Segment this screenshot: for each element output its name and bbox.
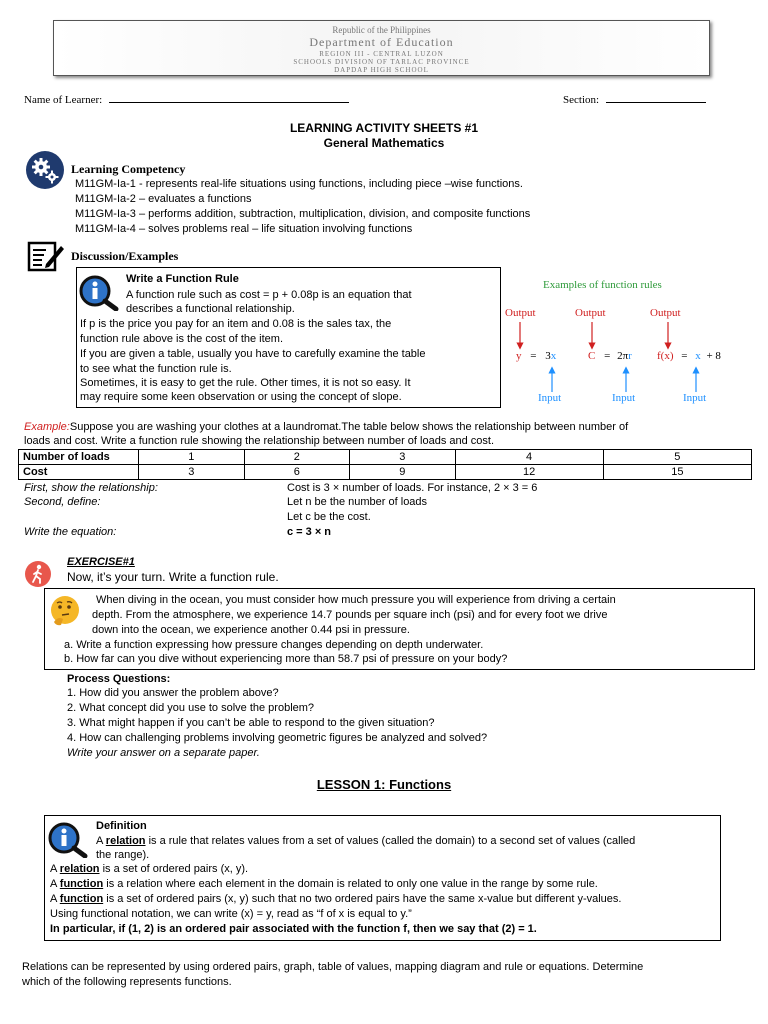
exercise-intro: Now, it’s your turn. Write a function rule. [67,570,279,584]
header-line-4: SCHOOLS DIVISION OF TARLAC PROVINCE [293,58,470,66]
table-cell: 4 [455,450,603,465]
eq3-rest: + 8 [706,350,721,362]
loads-cost-table [18,449,752,480]
step-text: Let n be the number of loads [287,496,428,508]
eq3-equals: = [681,350,688,362]
eq1-equals: = [530,350,537,362]
step-text: c = 3 × n [287,526,332,538]
table-cell: 3 [139,465,245,480]
table-cell: 3 [350,450,456,465]
table-row [19,465,752,480]
definition-relation [96,834,716,849]
table-cell: 6 [244,465,350,480]
header-line-1: Republic of the Philippines [332,25,431,35]
definition-heading: Definition [96,820,147,832]
exercise-heading: EXERCISE#1 [67,556,135,568]
header-line-2: Department of Education [309,35,454,49]
step-text: Cost is 3 × number of loads. For instance, 2 × 3 = 6 [287,482,538,494]
function-term: function [59,878,104,890]
discussion-heading: Discussion/Examples [71,249,179,263]
eq1-coef: 3 [545,350,551,362]
def-text: is a set of ordered pairs (x, y). [99,863,249,875]
eq1-output: y [516,350,522,362]
def-text: is a rule that relates values from a set of values (called the domain) to a second set of values (called [145,835,636,847]
gears-icon [25,150,65,190]
eq1-input: x [550,350,557,362]
box-line: A function rule such as cost = p + 0.08p is an equation that [126,289,412,301]
eq2-coef: 2π [617,350,629,362]
lesson-title: LESSON 1: Functions [316,777,452,792]
exercise-line: down into the ocean, we experience another 0.44 psi in pressure. [92,624,410,636]
eq2-output: C [588,350,596,362]
exercise-task: a. Write a function expressing how pressure changes depending on depth underwater. [64,639,484,651]
name-label: Name of Learner: [24,94,103,106]
step-text: Let c be the cost. [287,511,371,523]
exercise-line: depth. From the atmosphere, we experience 14.7 pounds per square inch (psi) and for every foot we drive [92,609,608,621]
subject-title: General Mathematics [323,136,445,150]
function-rule-title: Write a Function Rule [126,273,239,285]
relation-term: relation [105,835,146,847]
def-text: the range). [96,849,150,861]
process-note: Write your answer on a separate paper. [67,747,260,759]
competency-list [75,177,530,237]
eq3-input: x [695,350,701,362]
closing-line-2: which of the following represents functions. [22,976,232,988]
step-label: Second, define: [24,496,101,508]
row-header: Number of loads [19,450,139,465]
output-label-3: Output [650,307,681,319]
output-label-2: Output [575,307,606,319]
process-question: 1. How did you answer the problem above? [67,687,279,699]
box-line: may require some keen observation or using the concept of slope. [80,391,402,403]
definition-function-pairs [50,892,621,907]
header-line-3: REGION III - CENTRAL LUZON [319,50,444,58]
exercise-task: b. How far can you dive without experiencing more than 58.7 psi of pressure on your body? [64,653,508,665]
process-question: 2. What concept did you use to solve the problem? [67,702,315,714]
step-label: First, show the relationship: [24,482,158,494]
table-cell: 1 [139,450,245,465]
main-title: LEARNING ACTIVITY SHEETS #1 [289,121,479,135]
sheet-title [0,121,768,151]
rule-equation-3 [657,350,721,362]
section-row [563,94,706,106]
box-line: describes a functional relationship. [126,303,295,315]
thinking-face-icon [48,594,82,628]
def-text: A [50,893,60,905]
closing-line-1: Relations can be represented by using ordered pairs, graph, table of values, mapping diagram and rule or equations. Determine [22,961,644,973]
step-label: Write the equation: [24,526,117,538]
rules-figure-title: Examples of function rules [543,279,662,291]
row-header: Cost [19,465,139,480]
def-text: is a relation where each element in the domain is related to only one value in the range by some rule. [103,878,598,890]
box-line: to see what the function rule is. [80,363,232,375]
section-label: Section: [563,94,600,106]
table-cell: 9 [350,465,456,480]
info-magnifier-icon [79,275,119,311]
eq2-input: r [628,350,632,362]
competency-item: M11GM-Ia-3 – performs addition, subtraction, multiplication, division, and composite functions [75,208,531,220]
table-cell: 15 [603,465,751,480]
table-row [19,450,752,465]
process-question: 4. How can challenging problems involving geometric figures be analyzed and solved? [67,732,488,744]
competency-item: M11GM-Ia-4 – solves problems real – life situation involving functions [75,223,413,235]
process-question: 3. What might happen if you can’t be able to respond to the given situation? [67,717,435,729]
header-line-5: DAPDAP HIGH SCHOOL [334,66,429,74]
relation-term: relation [59,863,100,875]
functional-notation: Using functional notation, we can write (x) = y, read as “f of x is equal to y.” [50,908,412,920]
definition-relation-pairs [50,862,248,877]
input-label-1: Input [538,392,562,404]
notepad-pencil-icon [26,240,66,272]
table-cell: 2 [244,450,350,465]
exercise-runner-icon [24,560,52,588]
box-line: If p is the price you pay for an item and 0.08 is the sales tax, the [80,318,392,330]
definition-function [50,877,598,892]
table-cell: 5 [603,450,751,465]
competency-item: M11GM-Ia-1 - represents real-life situations using functions, including piece –wise functions. [75,178,523,190]
table-cell: 12 [455,465,603,480]
ordered-pair-example: In particular, if (1, 2) is an ordered pair associated with the function f, then we say that (2) = 1. [50,923,537,935]
eq3-output: f(x) [657,350,674,362]
section-blank[interactable] [606,102,706,103]
competency-heading: Learning Competency [71,162,186,176]
info-magnifier-icon [48,822,88,858]
box-line: function rule above is the cost of the item. [80,333,284,345]
function-term: function [59,893,104,905]
example-line-1: Suppose you are washing your clothes at a laundromat.The table below shows the relationship between number of [69,421,629,433]
rule-equation-2 [588,350,632,362]
competency-item: M11GM-Ia-2 – evaluates a functions [75,193,252,205]
input-label-2: Input [612,392,636,404]
output-label-1: Output [505,307,536,319]
example-line-2: loads and cost. Write a function rule showing the relationship between number of loads and cost. [24,435,495,447]
box-line: If you are given a table, usually you have to carefully examine the table [80,348,426,360]
box-line: Sometimes, it is easy to get the rule. Other times, it is not so easy. It [80,377,411,389]
def-text: A [50,863,60,875]
school-header-banner [53,20,710,76]
example-text-1 [24,420,628,435]
input-label-3: Input [683,392,707,404]
process-heading: Process Questions: [67,673,171,685]
def-text: A [50,878,60,890]
example-label: Example: [24,421,70,433]
def-text: is a set of ordered pairs (x, y) such that no two ordered pairs have the same x-value but different y-values. [103,893,622,905]
def-text: A [96,835,106,847]
learner-name-row [24,94,349,106]
eq2-equals: = [604,350,611,362]
name-blank[interactable] [109,102,349,103]
exercise-line: When diving in the ocean, you must consider how much pressure you will experience from driving a certain [96,594,616,606]
rule-equation-1 [516,350,556,362]
